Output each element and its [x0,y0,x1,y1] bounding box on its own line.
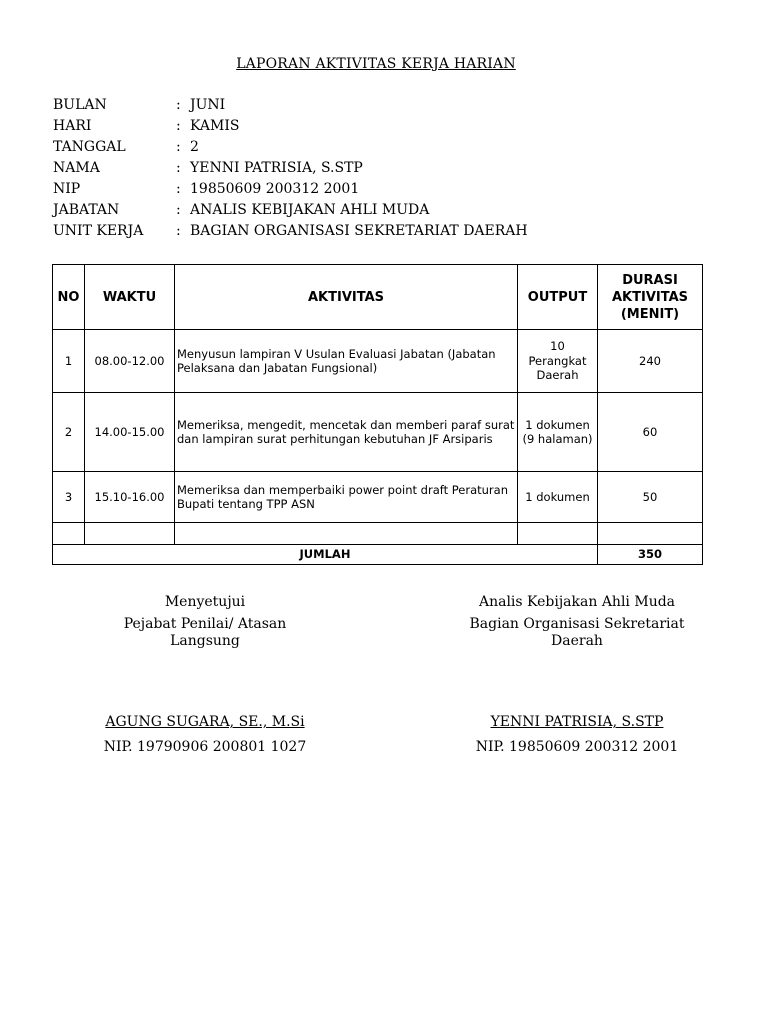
info-colon: : [176,223,181,239]
info-label: NAMA [53,160,100,176]
info-colon: : [176,202,181,218]
info-row-hari [53,116,528,137]
sign-name: YENNI PATRISIA, S.STP [490,714,664,730]
info-row-bulan [53,95,528,116]
table-empty-row [53,523,703,545]
sign-nip: NIP. 19850609 200312 2001 [475,739,679,755]
activity-table [52,264,703,565]
cell-output: 10 Perangkat Daerah [518,330,598,393]
cell-durasi: 240 [598,330,703,393]
cell-empty [175,523,518,545]
cell-no: 2 [53,393,85,472]
cell-durasi: 50 [598,472,703,523]
table-row [53,393,703,472]
cell-waktu: 15.10-16.00 [85,472,175,523]
signature-right [428,592,726,758]
info-row-nama [53,158,528,179]
info-colon: : [176,97,181,113]
cell-waktu: 14.00-15.00 [85,393,175,472]
cell-aktivitas: Memeriksa, mengedit, mencetak dan memberi paraf surat dan lampiran surat perhitungan kebutuhan JF Arsiparis [175,393,518,472]
total-label: JUMLAH [53,545,598,565]
table-total-row [53,545,703,565]
sign-nip: NIP. 19790906 200801 1027 [103,739,307,755]
report-title: LAPORAN AKTIVITAS KERJA HARIAN [236,56,516,72]
table-row [53,472,703,523]
sign-role-line1: Bagian Organisasi Sekretariat [469,616,685,632]
sign-caption: Analis Kebijakan Ahli Muda [478,594,676,610]
info-row-unit-kerja [53,221,528,242]
cell-output: 1 dokumen [518,472,598,523]
header-waktu: WAKTU [85,265,175,330]
info-value: 2 [190,139,199,155]
cell-waktu: 08.00-12.00 [85,330,175,393]
cell-empty [85,523,175,545]
cell-no: 1 [53,330,85,393]
info-value: BAGIAN ORGANISASI SEKRETARIAT DAERAH [190,223,528,239]
signature-left [60,592,350,758]
sign-caption: Menyetujui [164,594,246,610]
cell-aktivitas: Menyusun lampiran V Usulan Evaluasi Jabatan (Jabatan Pelaksana dan Jabatan Fungsional) [175,330,518,393]
info-value: ANALIS KEBIJAKAN AHLI MUDA [190,202,430,218]
cell-durasi: 60 [598,393,703,472]
header-no: NO [53,265,85,330]
cell-empty [518,523,598,545]
info-colon: : [176,160,181,176]
header-aktivitas: AKTIVITAS [175,265,518,330]
sign-role-line1: Pejabat Penilai/ Atasan [123,616,287,632]
info-row-tanggal [53,137,528,158]
info-label: NIP [53,181,81,197]
info-label: HARI [53,118,92,134]
total-value: 350 [598,545,703,565]
info-colon: : [176,118,181,134]
sign-name: AGUNG SUGARA, SE., M.Si [105,714,305,730]
info-value: KAMIS [190,118,240,134]
sign-role-line2: Langsung [170,633,240,649]
cell-aktivitas: Memeriksa dan memperbaiki power point draft Peraturan Bupati tentang TPP ASN [175,472,518,523]
sign-role-line2: Daerah [551,633,603,649]
table-header-row [53,265,703,330]
info-label: TANGGAL [53,139,126,155]
table-row [53,330,703,393]
info-label: BULAN [53,97,107,113]
cell-output: 1 dokumen (9 halaman) [518,393,598,472]
cell-empty [53,523,85,545]
header-output: OUTPUT [518,265,598,330]
cell-empty [598,523,703,545]
info-colon: : [176,139,181,155]
info-colon: : [176,181,181,197]
info-row-jabatan [53,200,528,221]
info-value: YENNI PATRISIA, S.STP [190,160,363,176]
info-row-nip [53,179,528,200]
info-label: JABATAN [53,202,120,218]
cell-no: 3 [53,472,85,523]
info-value: JUNI [190,97,226,113]
header-durasi: DURASI AKTIVITAS (MENIT) [598,265,703,330]
employee-info [53,95,528,242]
info-value: 19850609 200312 2001 [190,181,360,197]
info-label: UNIT KERJA [53,223,144,239]
